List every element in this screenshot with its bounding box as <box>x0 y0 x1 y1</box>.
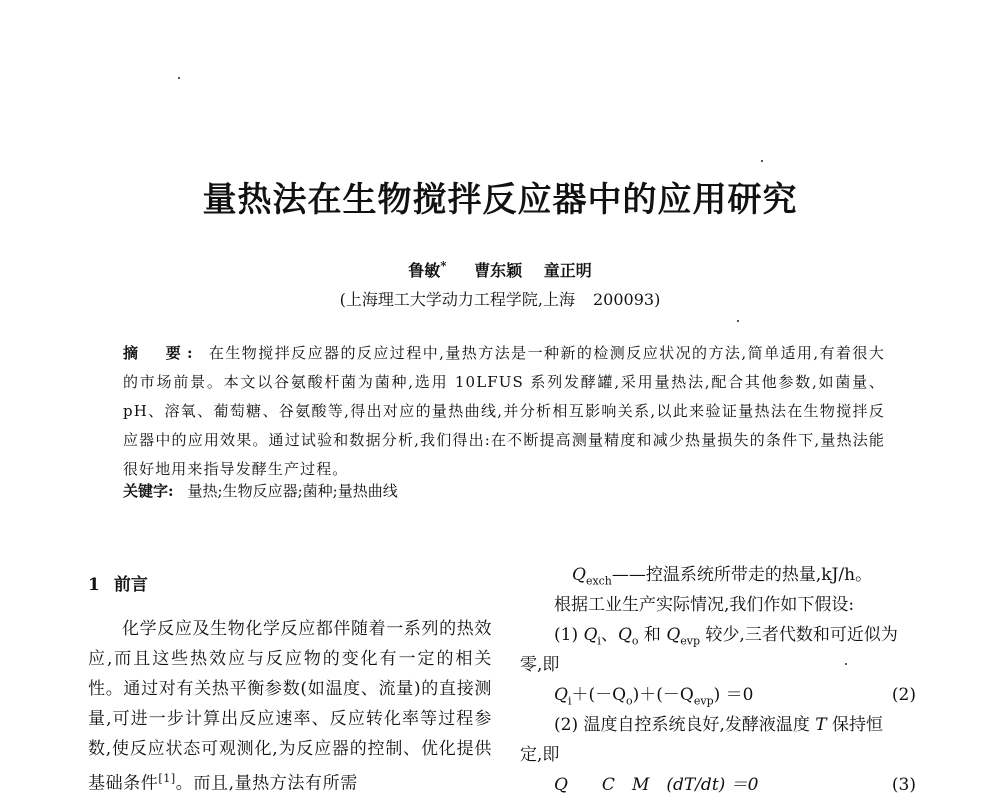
intro-text-tail: 。而且,量热方法有所需 <box>175 773 358 794</box>
assumption-1: (1) $Q_i$、$Q_o$ 和 $Q_{evp}$ 较少,三者代数和可近似为 <box>554 625 898 648</box>
intro-text: 化学反应及生物化学反应都伴随着一系列的热效应,而且这些热效应与反应物的变化有一定的相关性。通过对有关热平衡参数(如温度、流量)的直接测量,可进一步计算出反应速率、反应转化率等过程参数,使反应状态可观测化,为反应器的控制、优化提供基础条件 <box>88 619 492 794</box>
abstract-label: 摘 要: <box>123 344 199 362</box>
keywords <box>123 478 885 504</box>
author-name: 曹东颖 <box>474 261 523 280</box>
scan-speck <box>761 160 763 162</box>
author-list <box>0 258 1000 281</box>
citation: [1] <box>158 772 176 785</box>
intro-paragraph <box>88 614 492 799</box>
assumption-2-cont: 定,即 <box>520 745 560 765</box>
keywords-label: 关键字: <box>123 482 174 500</box>
section-title: 前言 <box>113 575 148 595</box>
abstract-text: 在生物搅拌反应器的反应过程中,量热方法是一种新的检测反应状况的方法,简单适用,有着很大的市场前景。本文以谷氨酸杆菌为菌种,选用 10LFUS 系列发酵罐,采用量热法,配合其他参数,如菌量、pH、溶氧、葡萄糖、谷氨酸等,得出对应的量热曲线,并分析相互影响关系,以此来验证量热法在生物搅拌反应器中的应用效果。通过试验和数据分析,我们得出:在不断提高测量精度和减少热量损失的条件下,量热法能很好地用来指导发酵生产过程。 <box>123 344 885 478</box>
scan-speck <box>178 77 180 79</box>
author-name: 童正明 <box>543 261 592 280</box>
scan-speck <box>737 320 739 322</box>
assumption-1-cont: 零,即 <box>520 655 560 675</box>
assumption-intro: 根据工业生产实际情况,我们作如下假设: <box>554 595 855 615</box>
equation-3: Q C M (dT/dt) ＝0 (3) <box>520 770 916 800</box>
affiliation-zip: 200093) <box>593 290 661 309</box>
left-column <box>88 570 492 799</box>
paper-title: 量热法在生物搅拌反应器中的应用研究 <box>202 180 798 220</box>
section-heading <box>88 570 492 600</box>
right-column <box>520 560 916 800</box>
equation-2: $Q_i+(-Q_o)+(-Q_{evp}) =0$ (2) <box>520 680 916 710</box>
assumption-2: (2) 温度自控系统良好,发酵液温度 T 保持恒 <box>554 715 884 735</box>
equation-number: (2) <box>891 685 916 705</box>
section-number: 1 <box>88 575 100 595</box>
keywords-text: 量热;生物反应器;菌种;量热曲线 <box>187 482 398 500</box>
equation-number: (3) <box>891 775 916 795</box>
affiliation-text: (上海理工大学动力工程学院,上海 <box>339 290 575 309</box>
q-exch-definition: $Q_{exch}——$控温系统所带走的热量,kJ/h。 <box>572 565 873 588</box>
corresponding-author-mark: * <box>440 258 447 273</box>
abstract <box>123 339 885 484</box>
author-name: 鲁敏 <box>408 261 441 280</box>
affiliation <box>0 287 1000 310</box>
